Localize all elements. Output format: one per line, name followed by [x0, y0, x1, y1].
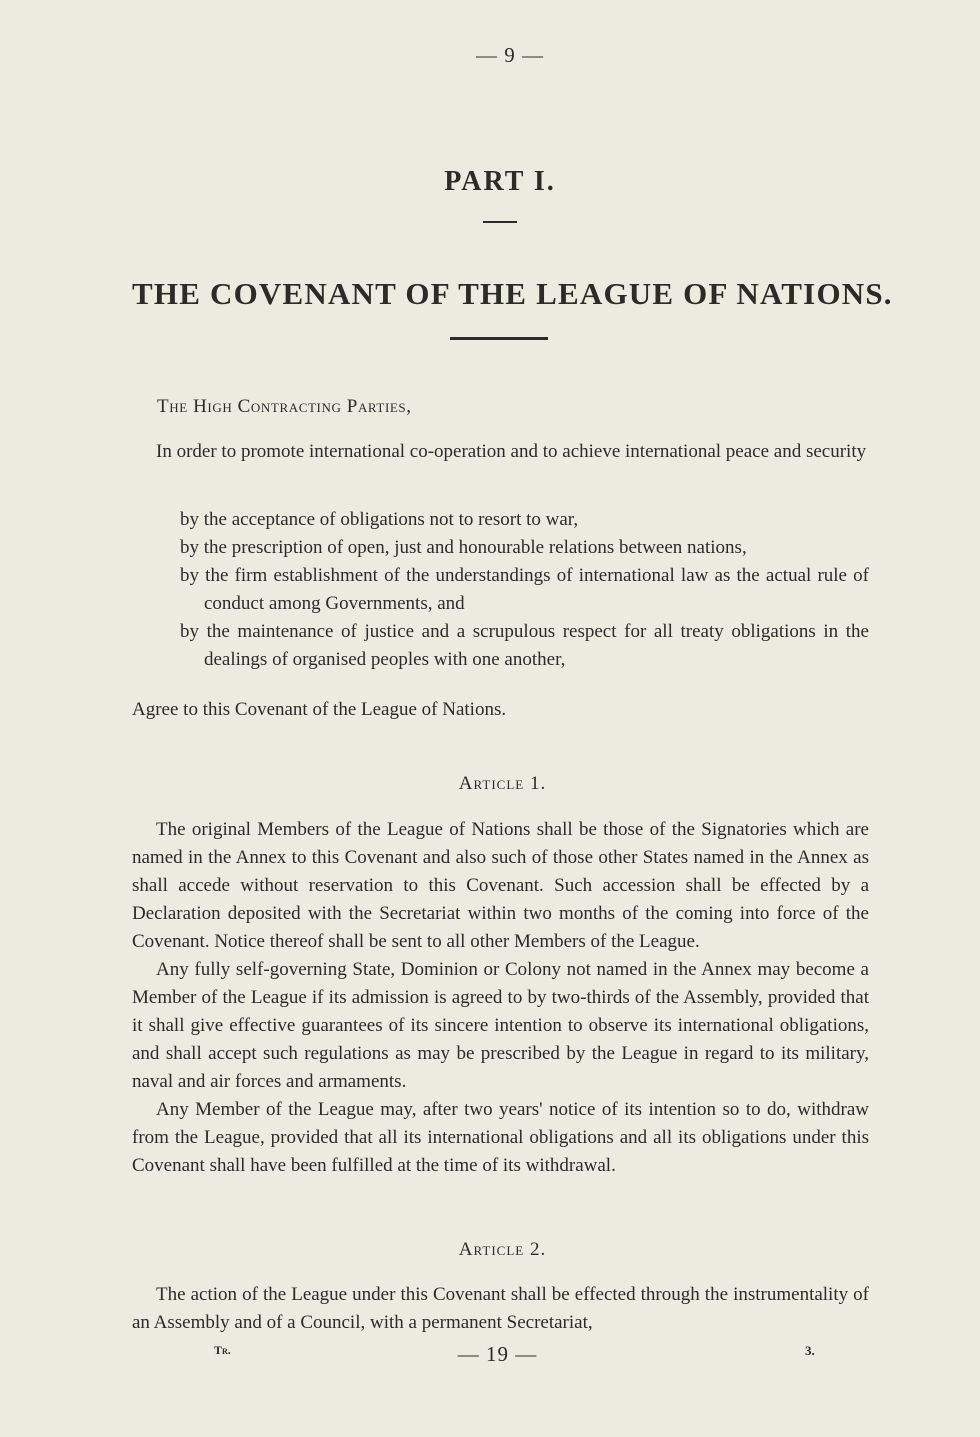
footer-signature-mark: Tr. [214, 1343, 231, 1357]
part-title: PART I. [444, 166, 556, 197]
page-number: — 9 — [476, 43, 544, 67]
article-paragraph [132, 1096, 869, 1180]
article-paragraph [132, 1281, 869, 1337]
preamble-item: by the maintenance of justice and a scrupulous respect for all treaty obligations in the dealings of organised peoples with one another, [180, 621, 869, 670]
title-divider [483, 221, 517, 223]
preamble-parties: The High Contracting Parties, [157, 396, 412, 417]
article-1-heading: Article 1. [458, 773, 547, 794]
article-paragraph-text: Any fully self-governing State, Dominion or Colony not named in the Annex may become a Member of the League if its admission is agreed to by two-thirds of the Assembly, provided that it shall give effective guarantees of its sincere intention to observe its international obligations, and shall accept such regulations as may be prescribed by the League in regard to its military, naval and air forces and armaments. [132, 959, 869, 1092]
article-paragraph-text: The action of the League under this Covenant shall be effected through the instrumentality of an Assembly and of a Council, with a permanent Secretariat, [132, 1284, 869, 1333]
footer-sheet-number: 3. [805, 1343, 815, 1358]
article-2-heading: Article 2. [458, 1239, 547, 1260]
article-1-body [132, 816, 869, 1180]
preamble-item: by the acceptance of obligations not to resort to war, [180, 509, 579, 530]
footer-page-number: — 19 — [457, 1342, 538, 1366]
article-2-body [132, 1281, 869, 1337]
preamble-agree: Agree to this Covenant of the League of Nations. [132, 699, 507, 720]
article-paragraph [132, 956, 869, 1096]
heading-divider [450, 337, 548, 340]
preamble-intro [132, 438, 869, 466]
article-paragraph-text: Any Member of the League may, after two years' notice of its intention so to do, withdraw from the League, provided that all its international obligations and all its obligations under this Covenant shall have been fulfilled at the time of its withdrawal. [132, 1099, 869, 1176]
article-paragraph-text: The original Members of the League of Nations shall be those of the Signatories which are named in the Annex to this Covenant and also such of those other States named in the Annex as shall accede without reservation to this Covenant. Such accession shall be effected by a Declaration deposited with the Secretariat within two months of the coming into force of the Covenant. Notice thereof shall be sent to all other Members of the League. [132, 819, 869, 952]
preamble-list [180, 506, 869, 674]
article-paragraph [132, 816, 869, 956]
preamble-intro-text: In order to promote international co-operation and to achieve international peace and security [156, 441, 867, 462]
preamble-item: by the firm establishment of the understandings of international law as the actual rule of conduct among Governments, and [180, 565, 869, 614]
document-title: THE COVENANT OF THE LEAGUE OF NATIONS. [132, 276, 893, 311]
preamble-item: by the prescription of open, just and honourable relations between nations, [180, 537, 747, 558]
